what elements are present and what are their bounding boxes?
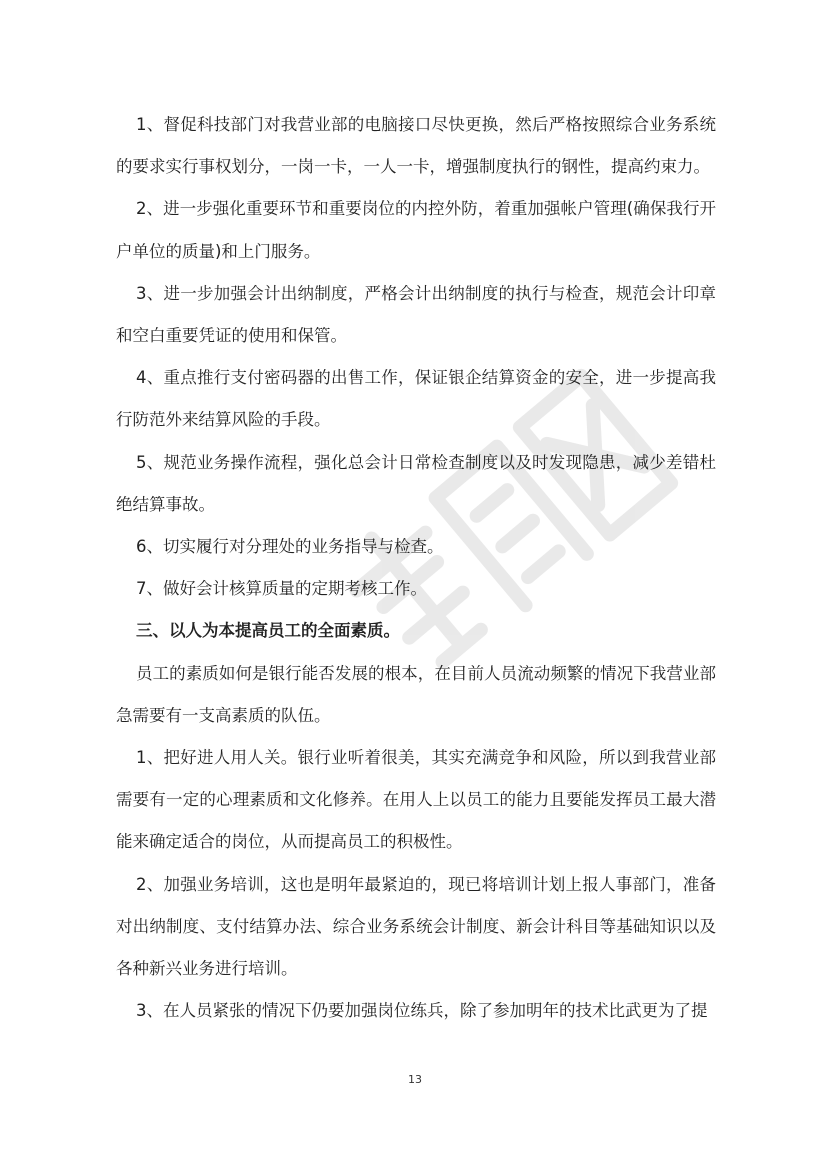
paragraph-9: 员工的素质如何是银行能否发展的根本，在目前人员流动频繁的情况下我营业部急需要有一支高素质的队伍。 (116, 663, 716, 725)
page-number: 13 (408, 1073, 422, 1086)
paragraph-7: 7、做好会计核算质量的定期考核工作。 (136, 579, 427, 599)
document-body (116, 104, 716, 1032)
paragraph-11: 2、加强业务培训，这也是明年最紧迫的，现已将培训计划上报人事部门，准备对出纳制度、支付结算办法、综合业务系统会计制度、新会计科目等基础知识以及各种新兴业务进行培训。 (116, 874, 716, 979)
paragraph-1: 1、督促科技部门对我营业部的电脑接口尽快更换，然后严格按照综合业务系统的要求实行事权划分，一岗一卡，一人一卡，增强制度执行的钢性，提高约束力。 (116, 115, 716, 177)
paragraph-4: 4、重点推行支付密码器的出售工作，保证银企结算资金的安全，进一步提高我行防范外来结算风险的手段。 (116, 368, 716, 430)
paragraph-5: 5、规范业务操作流程，强化总会计日常检查制度以及时发现隐患，减少差错杜绝结算事故。 (116, 452, 716, 514)
section-heading: 三、以人为本提高员工的全面素质。 (136, 621, 400, 641)
paragraph-2: 2、进一步强化重要环节和重要岗位的内控外防，着重加强帐户管理(确保我行开户单位的质量)和上门服务。 (116, 199, 716, 261)
paragraph-12: 3、在人员紧张的情况下仍要加强岗位练兵，除了参加明年的技术比武更为了提 (136, 1001, 708, 1021)
paragraph-6: 6、切实履行对分理处的业务指导与检查。 (136, 537, 444, 557)
paragraph-3: 3、进一步加强会计出纳制度，严格会计出纳制度的执行与检查，规范会计印章和空白重要凭证的使用和保管。 (116, 283, 716, 346)
paragraph-10: 1、把好进人用人关。银行业听着很美，其实充满竞争和风险，所以到我营业部需要有一定的心理素质和文化修养。在用人上以员工的能力且要能发挥员工最大潜能来确定适合的岗位，从而提高员工的积极性。 (116, 748, 716, 852)
